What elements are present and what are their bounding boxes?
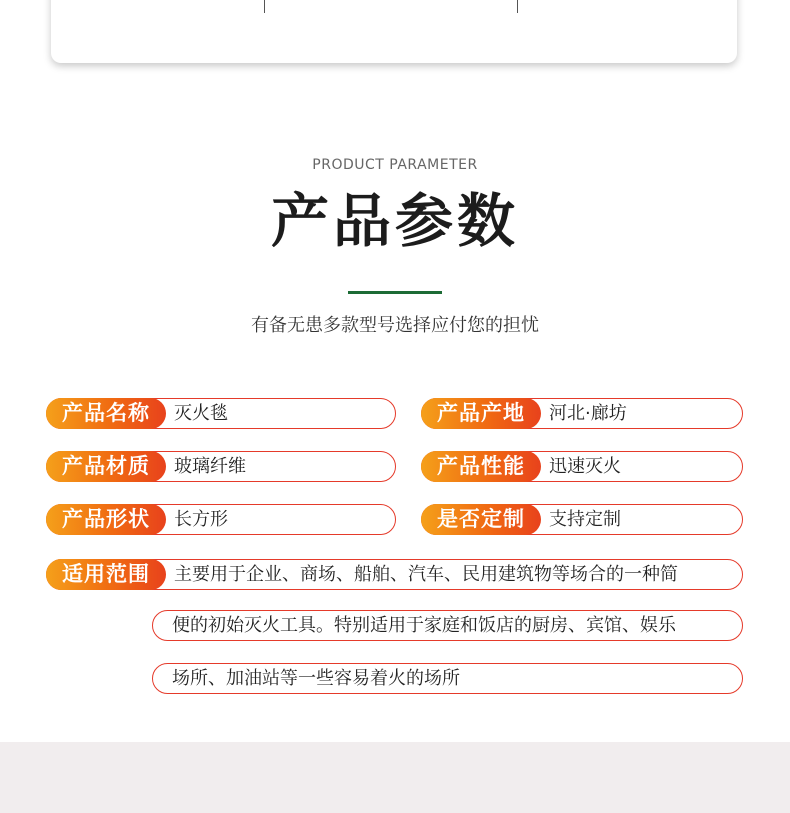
param-value: 河北·廊坊: [549, 403, 627, 424]
usage-continuation: [152, 610, 743, 641]
param-performance: [421, 451, 743, 482]
param-label: 产品材质: [46, 451, 166, 482]
section-subtitle: PRODUCT PARAMETER: [312, 157, 478, 173]
top-card: [51, 0, 737, 63]
param-label: 产品形状: [46, 504, 166, 535]
param-value: 长方形: [174, 509, 228, 530]
param-material: [46, 451, 396, 482]
title-underline: [348, 291, 442, 294]
param-value: 玻璃纤维: [174, 456, 246, 477]
param-label: 适用范围: [46, 559, 166, 590]
param-label: 产品名称: [46, 398, 166, 429]
usage-line: 主要用于企业、商场、船舶、汽车、民用建筑物等场合的一种简: [174, 564, 678, 585]
param-value: 灭火毯: [174, 403, 228, 424]
usage-continuation: [152, 663, 743, 694]
section-description: 有备无患多款型号选择应付您的担忧: [251, 315, 539, 336]
param-label: 是否定制: [421, 504, 541, 535]
param-label: 产品产地: [421, 398, 541, 429]
param-value: 迅速灭火: [549, 456, 621, 477]
bottom-band: [0, 742, 790, 813]
section-title: 产品参数: [270, 187, 519, 255]
divider: [517, 0, 518, 13]
param-value: 支持定制: [549, 509, 621, 530]
usage-line: 场所、加油站等一些容易着火的场所: [172, 668, 460, 689]
divider: [264, 0, 265, 13]
usage-line: 便的初始灭火工具。特别适用于家庭和饭店的厨房、宾馆、娱乐: [172, 615, 676, 636]
param-label: 产品性能: [421, 451, 541, 482]
param-shape: [46, 504, 396, 535]
param-usage: [46, 559, 743, 590]
param-customization: [421, 504, 743, 535]
param-origin: [421, 398, 743, 429]
param-product-name: [46, 398, 396, 429]
